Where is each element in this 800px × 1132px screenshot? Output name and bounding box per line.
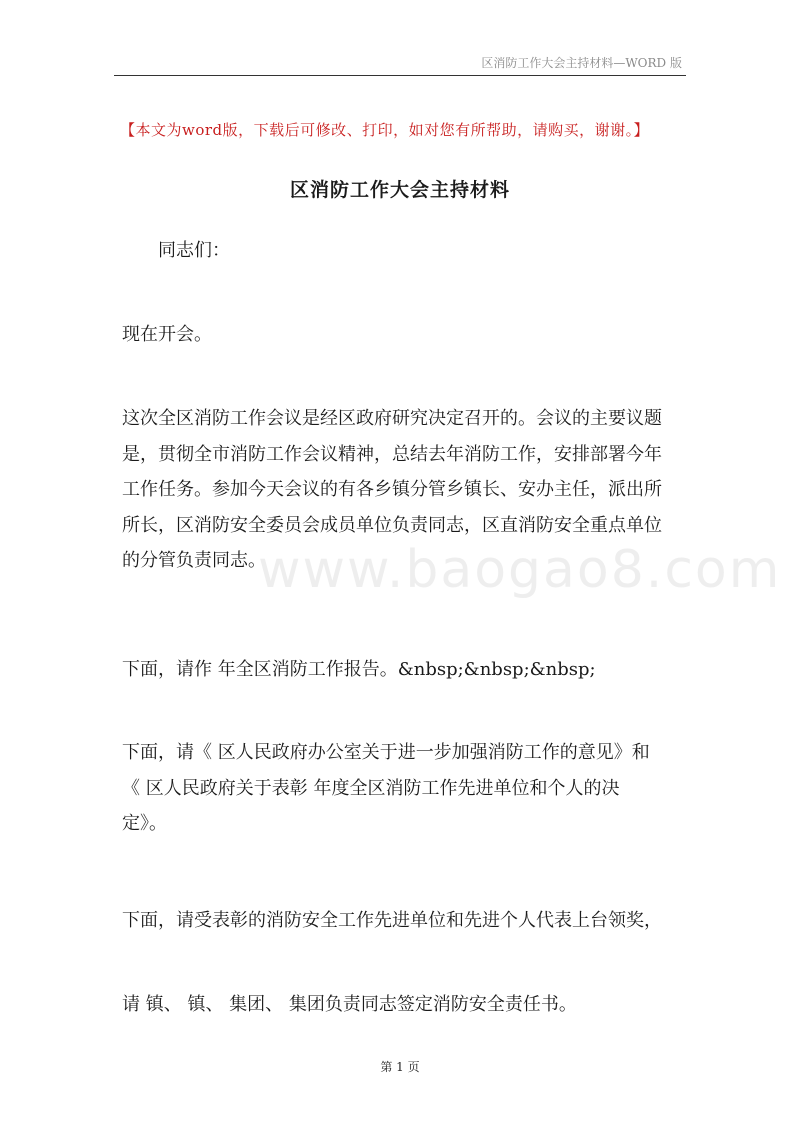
header-divider (114, 75, 686, 76)
text-line: 工作任务。参加今天会议的有各乡镇分管乡镇长、安办主任，派出所 (122, 479, 662, 500)
running-header: 区消防工作大会主持材料—WORD 版 (481, 56, 682, 70)
watermark: www.baogao8.com (258, 540, 782, 600)
paragraph-opening (122, 317, 688, 353)
purchase-notice: 【本文为word版，下载后可修改、打印，如对您有所帮助，请购买，谢谢。】 (120, 121, 650, 139)
text-line: 定》。 (122, 813, 167, 834)
text-line: 下面，请受表彰的消防安全工作先进单位和先进个人代表上台领奖， (122, 910, 662, 931)
text-line: 所长，区消防安全委员会成员单位负责同志，区直消防安全重点单位 (122, 514, 662, 536)
text-line: 《 区人民政府关于表彰 年度全区消防工作先进单位和个人的决 (122, 777, 620, 799)
text-line: 是，贯彻全市消防工作会议精神，总结去年消防工作，安排部署今年 (122, 443, 662, 465)
document-title: 区消防工作大会主持材料 (289, 179, 510, 201)
text-line: 的分管负责同志。 (122, 550, 266, 571)
text-line: 请 镇、 镇、 集团、 集团负责同志签定消防安全责任书。 (122, 994, 577, 1015)
paragraph-documents (122, 735, 688, 842)
paragraph-awards (122, 903, 688, 939)
paragraph-salutation (158, 233, 724, 269)
paragraph-report (122, 652, 688, 688)
text-line: 现在开会。 (122, 324, 212, 345)
text-line: 同志们： (158, 240, 230, 261)
text-line: 下面，请《 区人民政府办公室关于进一步加强消防工作的意见》和 (122, 742, 650, 763)
page-number: 第 1 页 (380, 1060, 420, 1074)
text-line: 这次全区消防工作会议是经区政府研究决定召开的。会议的主要议题 (122, 408, 662, 429)
text-line: 下面，请作 年全区消防工作报告。&nbsp;&nbsp;&nbsp; (122, 659, 596, 680)
paragraph-meeting-intro (122, 401, 688, 579)
paragraph-responsibility (122, 987, 688, 1023)
